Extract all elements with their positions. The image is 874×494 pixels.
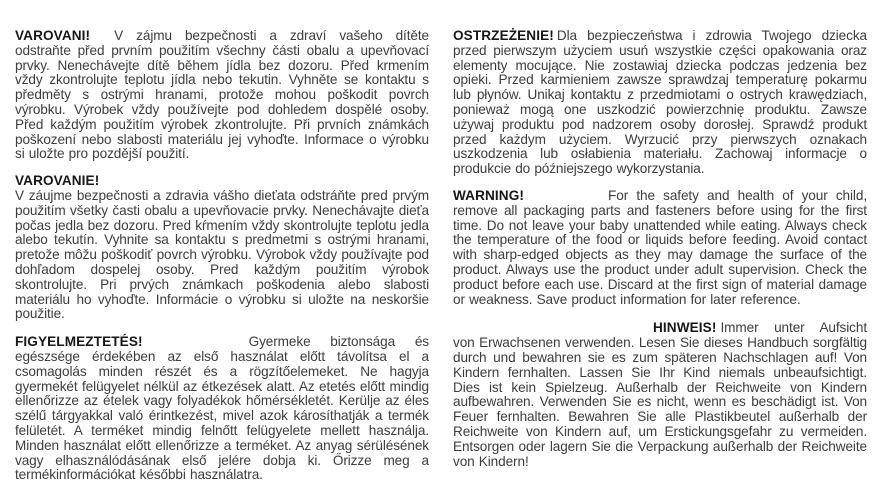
german-paragraph xyxy=(453,321,867,469)
left-column xyxy=(15,29,429,483)
english-paragraph xyxy=(453,189,867,307)
heading-gap xyxy=(90,39,114,40)
english-body-text: For the safety and health of your child, remove all packaging parts and fasteners before using for the first time. Do not leave your baby unattended while eating. Always check the temperature of the food or liquids before feeding. Avoid contact with sharp-edged objects as they may damage the surface of the product. Always use the product under adult supervision. Check the product before each use. Discard at the first sign of material damage or weakness. Save product information for later reference. xyxy=(453,187,867,307)
hungarian-heading: FIGYELMEZTETÉS! xyxy=(15,334,143,350)
german-body-text: Immer unter Aufsicht von Erwachsenen verwenden. Lesen Sie dieses Handbuch sorgfältig durch und bewahren sie es zum späteren Nachschlagen auf! Von Kindern fernhalten. Lassen Sie Ihr Kind niemals unbeaufsichtigt. Dies ist kein Spielzeug. Außerhalb der Reichweite von Kindern aufbewahren. Verwenden Sie es nicht, wenn es beschädigt ist. Von Feuer fernhalten. Bewahren Sie alle Plastikbeutel außerhalb der Reichweite von Kindern auf, um Erstickungsgefahr zu vermeiden. Entsorgen oder lagern Sie die Verpackung außerhalb der Reichweite von Kindern! xyxy=(453,320,867,469)
czech-body-text: V zájmu bezpečnosti a zdraví vašeho dítěte odstraňte před prvním použitím všechny části obalu a upevňovací prvky. Nenechávejte dítě během jídla bez dozoru. Před krmením vždy zkontrolujte teplotu jídla nebo tekutin. Vyhněte se kontaktu s předměty s ostrými hranami, protože mohou poškodit povrch výrobku. Výrobek vždy používejte pod dohledem dospělé osoby. Před každým použitím výrobek zkontrolujte. Při prvních známkách poškození nebo slabosti materiálu jej vyhoďte. Informace o výrobku si uložte pro pozdější použití. xyxy=(15,28,429,162)
german-heading: HINWEIS! xyxy=(653,320,717,336)
polish-paragraph xyxy=(453,29,867,177)
polish-body-text: Dla bezpieczeństwa i zdrowia Twojego dziecka przed pierwszym użyciem usuń wszystkie części opakowania oraz elementy mocujące. Nie zostawiaj dziecka podczas jedzenia bez opieki. Przed karmieniem zawsze sprawdzaj temperaturę pokarmu lub płynów. Unikaj kontaktu z przedmiotami o ostrych krawędziach, ponieważ mogą one uszkodzić powierzchnię produktu. Zawsze używaj produktu pod nadzorem osoby dorosłej. Sprawdź produkt przed każdym użyciem. Wyrzucić przy pierwszych oznakach uszkodzenia lub osłabienia materiału. Zachowaj informacje o produkcie do późniejszego wykorzystania. xyxy=(453,28,867,177)
polish-heading: OSTRZEŻENIE! xyxy=(453,28,554,43)
section-hungarian-warning xyxy=(15,335,429,483)
heading-gap xyxy=(143,345,249,346)
english-heading: WARNING! xyxy=(453,187,525,203)
section-slovak-warning xyxy=(15,174,429,322)
heading-gap xyxy=(524,199,608,200)
right-column xyxy=(453,29,867,483)
slovak-heading: VAROVANIE! xyxy=(15,173,100,189)
hungarian-paragraph xyxy=(15,335,429,483)
section-german-warning xyxy=(453,321,867,469)
slovak-body-text: V záujme bezpečnosti a zdravia vášho dieťata odstráňte pred prvým použitím všetky časti obalu a upevňovacie prvky. Nenechávajte dieťa počas jedla bez dozoru. Pred kŕmením vždy skontrolujte teplotu jedla alebo tekutín. Vyhnite sa kontaktu s predmetmi s ostrými hranami, pretože môžu poškodiť povrch výrobku. Výrobok vždy používajte pod dohľadom dospelej osoby. Pred každým použitím výrobok skontrolujte. Pri prvých známkach poškodenia alebo slabosti materiálu ho vyhoďte. Informácie o výrobku si uložte na neskoršie použitie. xyxy=(15,187,429,322)
hungarian-body-text: Gyermeke biztonsága és egészsége érdekében az első használat előtt távolítsa el a csomagolás minden részét és a rögzítőelemeket. Ne hagyja gyermekét felügyelet nélkül az étkezések alatt. Az etetés előtt mindig ellenőrizze az ételek vagy folyadékok hőmérsékletét. Kerülje az éles szélű tárgyakkal való érintkezést, mivel azok károsíthatják a termék felületét. A terméket mindig felnőtt felügyelete mellett használja. Minden használat előtt ellenőrizze a terméket. Az anyag sérülésének vagy elhasználódásának első jelére dobja ki. Őrizze meg a termékinformációkat későbbi használatra. xyxy=(15,334,429,483)
czech-heading: VAROVANI! xyxy=(15,28,91,43)
section-polish-warning xyxy=(453,29,867,177)
slovak-paragraph xyxy=(15,174,429,322)
czech-paragraph xyxy=(15,29,429,162)
section-english-warning xyxy=(453,189,867,307)
section-czech-warning xyxy=(15,29,429,162)
